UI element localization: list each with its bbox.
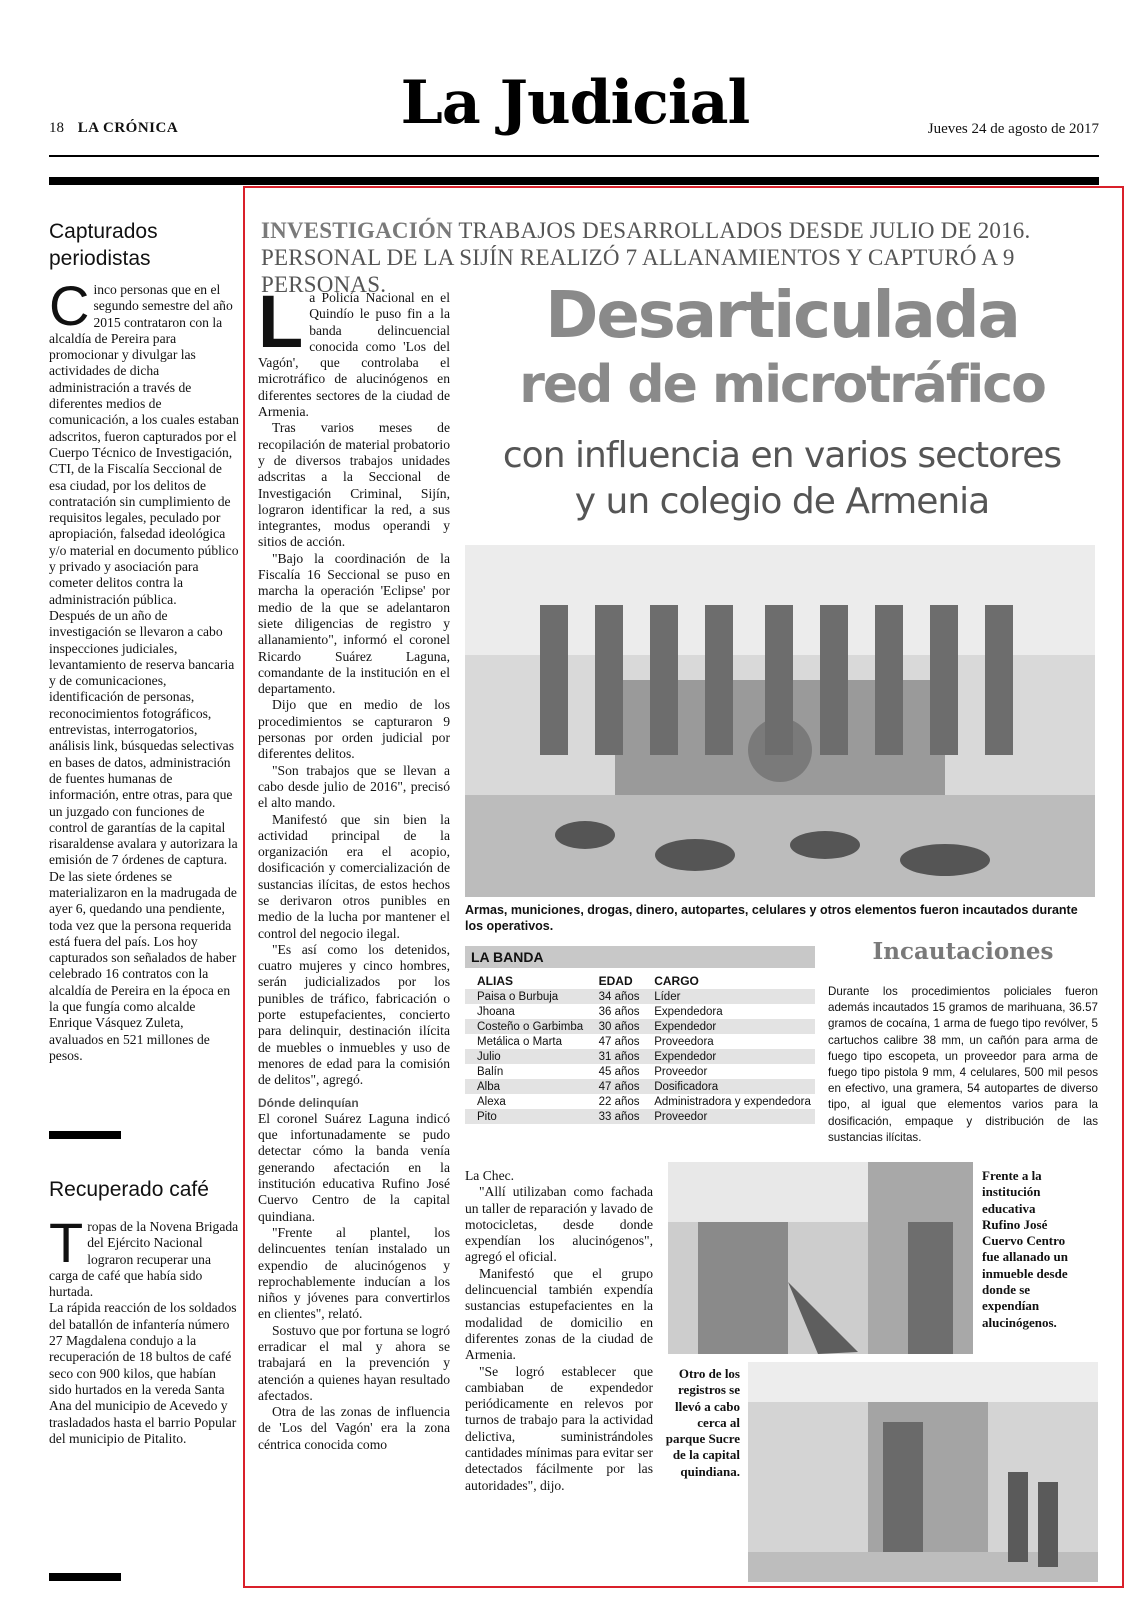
headline-deck: con influencia en varios sectores y un colegio de Armenia [502, 435, 1062, 522]
school-photo [668, 1162, 973, 1354]
table-row: Julio 31 años Expendedor [465, 1049, 815, 1064]
kicker-label: INVESTIGACIÓN [261, 218, 453, 243]
masthead-left [49, 120, 178, 137]
table-row: Metálica o Marta 47 años Proveedora [477, 1035, 714, 1048]
incautaciones-heading: Incautaciones [872, 938, 1054, 965]
sidebar-divider-bottom [49, 1573, 121, 1581]
sidebar2-heading: Recuperado café [49, 1178, 209, 1201]
school-photo-caption: Frente a la institución educativa Rufino José Cuervo Centro fue allanado un inmueble desde donde se expendían alucinógenos. [982, 1168, 1068, 1330]
issue-date: Jueves 24 de agosto de 2017 [927, 121, 1099, 137]
table-row: Alba 47 años Dosificadora [465, 1079, 815, 1094]
page-number: 18 [49, 120, 64, 136]
incautaciones-body: Durante los procedimientos policiales fueron además incautados 15 gramos de marihuana, 36.57 gramos de cocaína, 1 arma de fuego tipo revólver, 5 cartuchos calibre 38 mm, un cañón para arma de fuego tipo escopeta, un proveedor para arma de fuego tipo pistola 9 mm, 4 celulares, 500 mil pesos en efectivo, una gramera, 54 autopartes de diverso tipo, al igual que elementos varios para la dosificación, empaque y distribución de las sustancias ilícitas. [828, 985, 1098, 1144]
header-rule-thick [49, 177, 1099, 185]
sidebar2-column [49, 1176, 239, 1447]
sidebar2-body: Tropas de la Novena Brigada del Ejército Nacional lograron recuperar una carga de café que había sido hurtada. La rápida reacción de los soldados del batallón de infantería número 27 Magdalena condujo a la recuperación de 18 bultos de café seco con 900 kilos, que habían sido hurtados en la vereda Santa Ana del municipio de Acevedo y trasladados hasta el barrio Popular del municipio de Pitalito. [49, 1211, 239, 1446]
headline-line1: Desarticulada [545, 279, 1019, 353]
sidebar1-heading: Capturados periodistas [49, 220, 158, 270]
article-subhead: Dónde delinquían [258, 1095, 359, 1110]
sidebar2-dropcap: T [49, 1211, 84, 1274]
col-alias: ALIAS [477, 974, 513, 988]
table-row: Balín 45 años Proveedor [477, 1065, 708, 1078]
table-row: Paisa o Burbuja 34 años Líder [465, 989, 815, 1004]
headline-line2: red de microtráfico [519, 355, 1045, 415]
article-column-2: La Chec. "Allí utilizaban como fachada un taller de reparación y lavado de motocicletas, desde donde expendían los alucinógenos", agregó el oficial. Manifestó que el grupo delincuencial también expendía sustancias estupefacientes en la modalidad de domicilio en diferentes zonas de la ciudad de Armenia. "Se logró establecer que cambiaban de expendedor periódicamente en relevos por turnos de trabajo para la actividad delictiva, suministrándoles cantidades mínimas para evitar ser detectados fácilmente por las autoridades", dijo. [465, 1168, 653, 1493]
kicker: INVESTIGACIÓN TRABAJOS DESARROLLADOS DESDE JULIO DE 2016. PERSONAL DE LA SIJÍN REALIZÓ 7 ALLANAMIENTOS Y CAPTURÓ A 9 PERSONAS. [261, 218, 1031, 297]
sidebar-column [49, 218, 239, 1064]
park-photo-caption: Otro de los registros se llevó a cabo cerca al parque Sucre de la capital quindiana. [665, 1366, 740, 1479]
col-edad: EDAD [598, 974, 633, 988]
sidebar1-dropcap: C [49, 274, 90, 337]
park-photo [748, 1362, 1098, 1582]
col-cargo: CARGO [654, 974, 699, 988]
section-title: La Judicial [400, 68, 750, 138]
main-photo [465, 545, 1095, 897]
table-row: Pito 33 años Proveedor [465, 1109, 815, 1124]
sidebar-divider [49, 1131, 121, 1139]
main-photo-caption: Armas, municiones, drogas, dinero, autopartes, celulares y otros elementos fueron incautados durante los operativos. [465, 903, 1078, 933]
table-row: Alexa 22 años Administradora y expendedora [477, 1095, 811, 1108]
banda-grid [465, 968, 815, 1124]
table-row: Jhoana 36 años Expendedora [477, 1005, 723, 1018]
banda-title: LA BANDA [465, 946, 815, 968]
header-rule-thin [49, 155, 1099, 157]
sidebar1-body: Cinco personas que en el segundo semestre del año 2015 contrataron con la alcaldía de Pereira para promocionar y divulgar las actividades de dicha administración a través de diferentes medios de comunicación, a los cuales estaban adscritos, fueron capturados por el Cuerpo Técnico de Investigación, CTI, de la Fiscalía Seccional de esa ciudad, por los delitos de contratación sin cumplimiento de requisitos legales, peculado por apropiación, falsedad ideológica y/o material en documento público y privado y asociación para cometer delitos contra la administración pública. Después de un año de investigación se llevaron a cabo inspecciones judiciales, levantamiento de reserva bancaria y de comunicaciones, identificación de personas, reconocimientos fotográficos, entrevistas, interrogatorios, análisis link, búsquedas selectivas en bases de datos, administración de fuentes humanas de información, entre otras, para que un juzgado con funciones de control de garantías de la capital risaraldense avalara y autorizara la emisión de 7 órdenes de captura. De las siete órdenes se materializaron en la madrugada de ayer 6, quedando una pendiente, toda vez que la persona requerida está fuera del país. Los hoy capturados son señalados de haber celebrado 16 contratos con la alcaldía de Pereira en la época en la que fungía como alcalde Enrique Vásquez Zuleta, avaluados en 521 millones de pesos. [49, 274, 239, 1063]
article-dropcap: L [258, 280, 304, 363]
publication-name: LA CRÓNICA [77, 120, 179, 136]
banda-table [465, 946, 815, 1124]
table-row: Costeño o Garbimba 30 años Expendedor [465, 1019, 815, 1034]
article-column-1: La Policía Nacional en el Quindío le puso fin a la banda delincuencial conocida como 'Los del Vagón', que controlaba el microtráfico de alucinógenos en diferentes sectores de la ciudad de Armenia. Tras varios meses de recopilación de material probatorio y de diversos trabajos unidades adscritas a la Seccional de Investigación Criminal, Sijín, lograron identificar la red, a sus integrantes, modus operandi y sitios de acción. "Bajo la coordinación de la Fiscalía 16 Seccional se puso en marcha la operación 'Eclipse' por medio de la que se adelantaron siete diligencias de registro y allanamiento", informó el coronel Ricardo Suárez Laguna, comandante de la institución en el departamento. Dijo que en medio de los procedimientos se capturaron 9 personas por orden judicial por diferentes delitos. "Son trabajos que se llevan a cabo desde julio de 2016", precisó el alto mando. Manifestó que sin bien la actividad principal de la organización era el acopio, dosificación y comercialización de sustancias ilícitas, de estos hechos se derivaron otros punibles en medio de la lucha por mantener el control del negocio ilegal. "Es así como los detenidos, cuatro mujeres y cinco hombres, serán judicializados por los punibles de tráfico, fabricación o porte estupefacientes, concierto para delinquir, destinación ilícita de muebles o inmuebles y uso de menores de edad para la comisión de delitos", agregó. Dónde delinquían El coronel Suárez Laguna indicó que infortunadamente se pudo detectar cómo la banda venía generando afectación en la institución educativa Rufino José Cuervo Centro de la capital quindiana. "Frente al plantel, los delincuentes tenían instalado un expendio de alucinógenos y reprochablemente inducían a los niños y jóvenes para convertirlos en clientes", relató. Sostuvo que por fortuna se logró erradicar el mal y ahora se trabajará en la prevención y atención a quienes hayan resultado afectados. Otra de las zonas de influencia de 'Los del Vagón' era la zona céntrica conocida como [258, 280, 450, 1452]
